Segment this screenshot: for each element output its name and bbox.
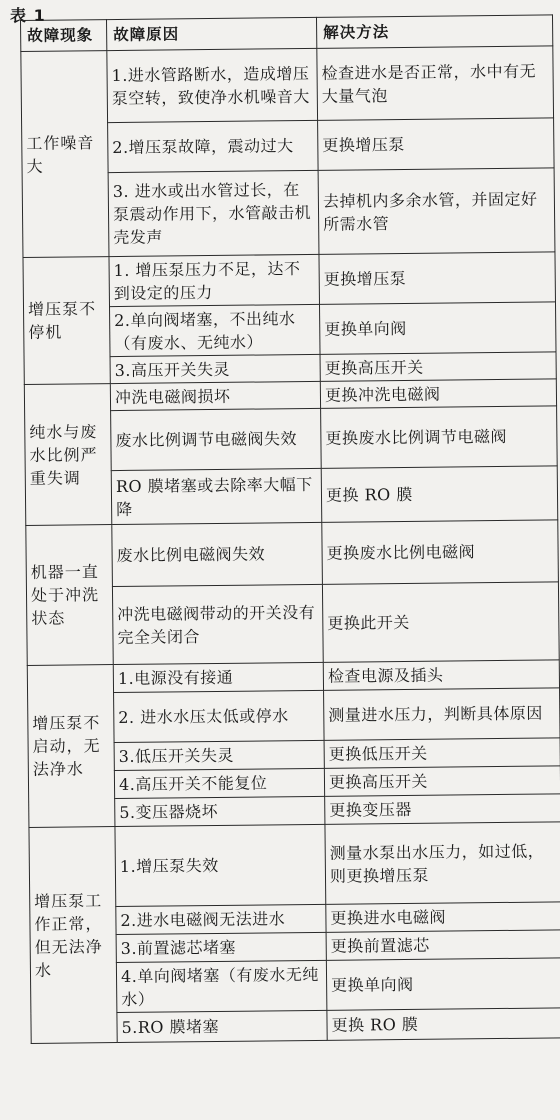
cause-cell: 2. 进水水压太低或停水 [114, 690, 325, 742]
cause-cell: 2.单向阀堵塞，不出纯水（有废水、无纯水） [110, 304, 321, 356]
cause-cell: 3.前置滤芯堵塞 [116, 932, 326, 962]
solution-cell: 检查电源及插头 [323, 660, 559, 690]
phenomenon-cell: 机器一直处于冲洗状态 [26, 525, 113, 666]
solution-cell: 更换高压开关 [320, 352, 556, 381]
phenomenon-cell: 工作噪音大 [21, 51, 109, 258]
solution-cell: 去掉机内多余水管，并固定好所需水管 [318, 168, 555, 254]
cause-cell: 废水比例电磁阀失效 [112, 522, 323, 586]
cause-cell: 1. 增压泵压力不足，达不到设定的压力 [109, 254, 320, 306]
solution-cell: 测量水泵出水压力，如过低，则更换增压泵 [325, 822, 560, 904]
cause-cell: 冲洗电磁阀带动的开关没有完全关闭合 [112, 584, 323, 664]
cause-cell: RO 膜堵塞或去除率大幅下降 [111, 468, 322, 524]
solution-cell: 更换前置滤芯 [326, 930, 560, 960]
phenomenon-cell: 增压泵工作正常，但无法净水 [29, 827, 117, 1044]
cause-cell: 3.低压开关失灵 [114, 740, 324, 770]
phenomenon-cell: 纯水与废水比例严重失调 [24, 384, 111, 526]
cause-cell: 4.高压开关不能复位 [114, 768, 324, 798]
solution-cell: 更换高压开关 [324, 766, 560, 796]
cause-cell: 冲洗电磁阀损坏 [110, 381, 320, 410]
fault-table [20, 14, 560, 1044]
solution-cell: 更换废水比例电磁阀 [322, 520, 559, 584]
header-cause: 故障原因 [107, 17, 317, 50]
solution-cell: 更换废水比例调节电磁阀 [321, 406, 558, 468]
solution-cell: 更换冲洗电磁阀 [320, 379, 556, 408]
phenomenon-cell: 增压泵不启动，无法净水 [27, 665, 115, 828]
table-row [29, 822, 560, 908]
cause-cell: 1.电源没有接通 [113, 662, 323, 692]
cause-cell: 3. 进水或出水管过长，在泵震动作用下，水管敲击机壳发声 [108, 170, 319, 256]
solution-cell: 更换增压泵 [318, 118, 555, 170]
solution-cell: 更换 RO 膜 [321, 466, 558, 522]
solution-cell: 更换此开关 [322, 582, 559, 662]
cause-cell: 2.进水电磁阀无法进水 [116, 904, 326, 934]
cause-cell: 5.变压器烧坏 [115, 796, 325, 826]
table-row [23, 252, 555, 308]
solution-cell: 更换变压器 [325, 794, 560, 824]
solution-cell: 检查进水是否正常，水中有无大量气泡 [317, 46, 554, 120]
solution-cell: 更换增压泵 [319, 252, 556, 304]
phenomenon-cell: 增压泵不停机 [23, 257, 110, 385]
cause-cell: 废水比例调节电磁阀失效 [111, 408, 322, 470]
table-caption: 表 1 [10, 6, 46, 25]
cause-cell: 4.单向阀堵塞（有废水无纯水） [116, 960, 327, 1012]
cause-cell: 3.高压开关失灵 [110, 354, 320, 383]
header-solution: 解决方法 [316, 15, 552, 48]
cause-cell: 1.增压泵失效 [115, 824, 326, 906]
solution-cell: 更换低压开关 [324, 738, 560, 768]
cause-cell: 2.增压泵故障，震动过大 [108, 120, 319, 172]
cause-cell: 1.进水管路断水，造成增压泵空转，致使净水机噪音大 [107, 48, 318, 122]
table-row [21, 46, 554, 124]
header-phenomenon: 故障现象 [21, 20, 107, 52]
cause-cell: 5.RO 膜堵塞 [117, 1010, 327, 1042]
solution-cell: 测量进水压力，判断具体原因 [324, 688, 560, 740]
solution-cell: 更换进水电磁阀 [326, 902, 560, 932]
solution-cell: 更换 RO 膜 [327, 1008, 560, 1040]
table-row [26, 520, 559, 588]
solution-cell: 更换单向阀 [319, 302, 556, 354]
solution-cell: 更换单向阀 [326, 958, 560, 1010]
